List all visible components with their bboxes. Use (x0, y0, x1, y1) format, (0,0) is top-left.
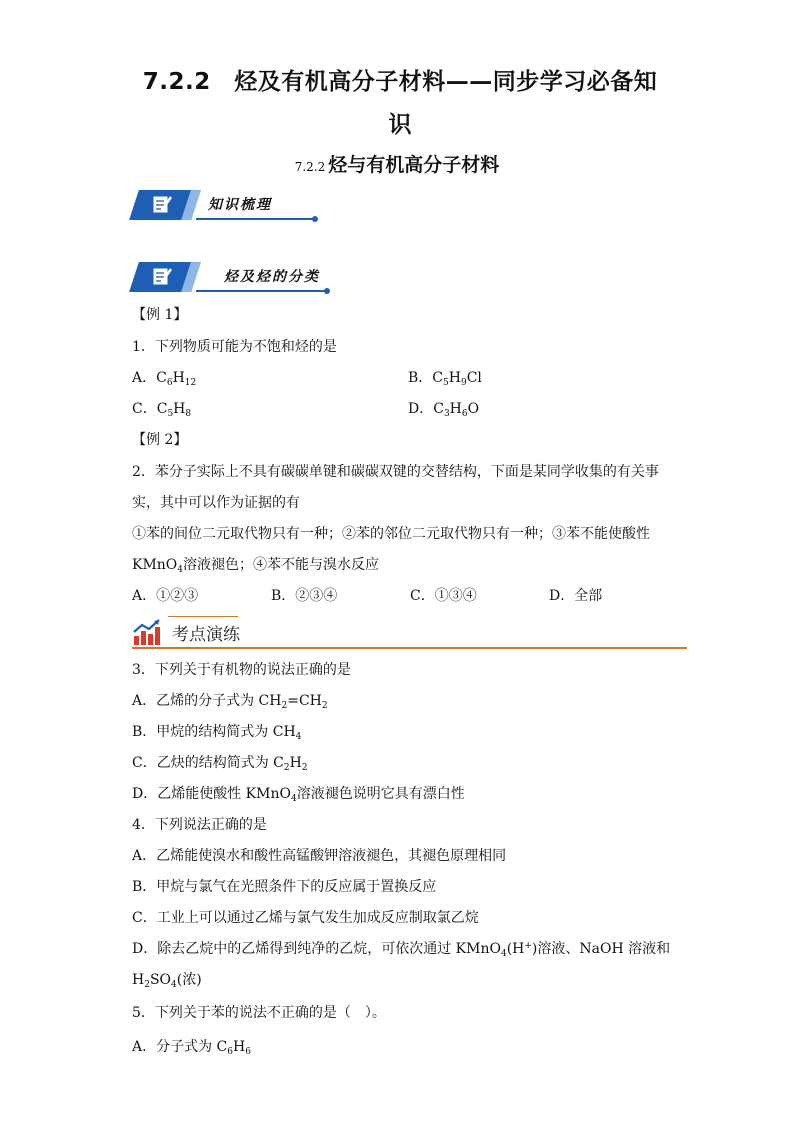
q1-option-b: B．$C_5H_9Cl$ (408, 370, 482, 388)
document-title-line2: 识 (388, 112, 412, 138)
q4-option-d-line2: $H_2SO_4$(浓) (132, 972, 202, 990)
example1-label: 【例 1】 (132, 307, 188, 323)
question-3-stem: 3．下列关于有机物的说法正确的是 (132, 662, 351, 678)
notepad-pen-icon (152, 266, 174, 287)
subtitle-number: 7.2.2 (294, 160, 326, 174)
q5-option-a: A．分子式为 $C_6H_6$ (132, 1039, 251, 1057)
q3-option-c: C．乙炔的结构简式为 $C_2H_2$ (132, 755, 308, 773)
practice-heading-rule (132, 647, 687, 649)
q1-option-a: A．$C_6H_{12}$ (132, 370, 197, 388)
banner-dot (324, 288, 330, 294)
q4-option-d-line1: D．除去乙烷中的乙烯得到纯净的乙烷，可依次通过 KMnO$_4$(H+)溶液、NaOH 溶液和 (132, 941, 671, 959)
example2-label: 【例 2】 (132, 432, 188, 448)
question-2-statements-line2: KMnO$_4$溶液褪色；④苯不能与溴水反应 (132, 557, 380, 575)
question-2-stem-line2: 实，其中可以作为证据的有 (132, 495, 300, 511)
q2-option-c: C．①③④ (410, 588, 477, 604)
q2-option-d: D．全部 (549, 588, 603, 604)
q2-option-a: A．①②③ (132, 588, 199, 604)
question-2-stem-line1: 2．苯分子实际上不具有碳碳单键和碳碳双键的交替结构，下面是某同学收集的有关事 (132, 464, 659, 480)
question-5-stem: 5．下列关于苯的说法不正确的是（ ）。 (132, 1005, 386, 1021)
q2-option-b: B．②③④ (271, 588, 338, 604)
q4-option-c: C．工业上可以通过乙烯与氯气发生加成反应制取氯乙烷 (132, 910, 479, 926)
banner-dot (312, 216, 318, 222)
knowledge-banner (134, 186, 334, 226)
question-1-stem: 1．下列物质可能为不饱和烃的是 (132, 339, 337, 355)
q4-option-a: A．乙烯能使溴水和酸性高锰酸钾溶液褪色，其褪色原理相同 (132, 848, 507, 864)
q1-option-c: C．$C_5H_8$ (132, 401, 192, 419)
question-4-stem: 4．下列说法正确的是 (132, 817, 267, 833)
q3-option-d: D．乙烯能使酸性 KMnO$_4$溶液褪色说明它具有漂白性 (132, 786, 465, 804)
classification-banner-label: 烃及烃的分类 (224, 269, 320, 285)
banner-underline (196, 218, 316, 220)
document-title-line1: 7.2.2 烃及有机高分子材料——同步学习必备知 (142, 69, 658, 95)
question-2-statements-line1: ①苯的间位二元取代物只有一种；②苯的邻位二元取代物只有一种；③苯不能使酸性 (132, 526, 650, 542)
banner-underline (196, 290, 326, 292)
practice-heading-label: 考点演练 (172, 625, 240, 645)
q4-option-b: B．甲烷与氯气在光照条件下的反应属于置换反应 (132, 879, 437, 895)
section-subtitle (0, 150, 794, 177)
notepad-pen-icon (152, 194, 174, 215)
classification-banner (134, 258, 354, 298)
bar-chart-trend-icon (132, 618, 162, 646)
q3-option-b: B．甲烷的结构简式为 $CH_4$ (132, 724, 302, 742)
subtitle-text: 烃与有机高分子材料 (328, 154, 500, 176)
practice-heading-topline (168, 616, 238, 617)
q1-option-d: D．$C_3H_6O$ (408, 401, 480, 419)
q3-option-a: A．乙烯的分子式为 $CH_2=CH_2$ (132, 693, 328, 711)
practice-heading (132, 616, 687, 650)
knowledge-banner-label: 知识梳理 (208, 197, 272, 213)
